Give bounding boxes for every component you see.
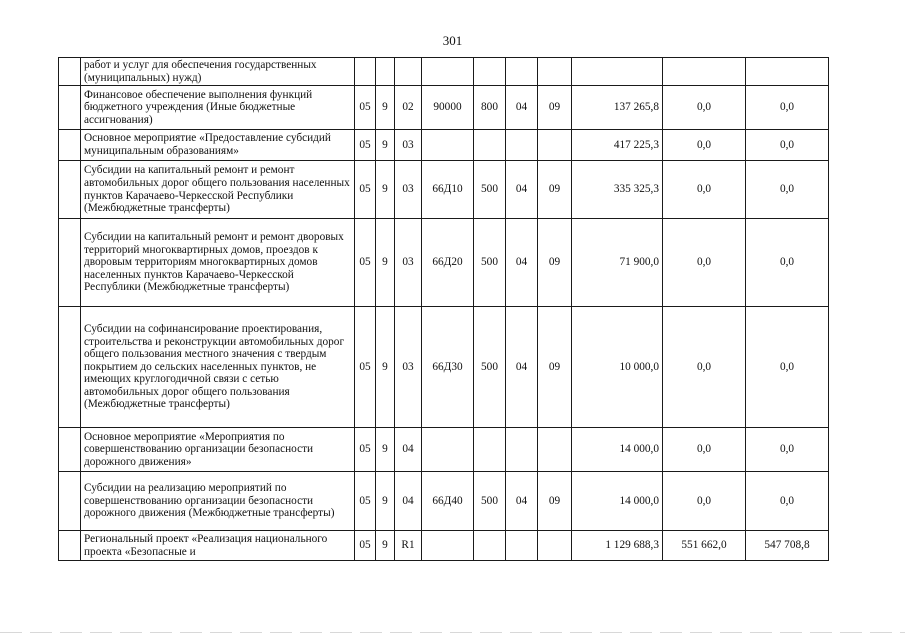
cell-code-2: 9 bbox=[376, 307, 395, 428]
cell-code-2: 9 bbox=[376, 86, 395, 130]
cell-code-7 bbox=[538, 531, 572, 561]
cell-code-3: 03 bbox=[395, 130, 422, 161]
cell-amount-2019: 417 225,3 bbox=[572, 130, 663, 161]
cell-code-5: 500 bbox=[474, 161, 506, 219]
cell-amount-2019: 1 129 688,3 bbox=[572, 531, 663, 561]
cell-code-6 bbox=[506, 58, 538, 86]
cell-code-6: 04 bbox=[506, 161, 538, 219]
table-body bbox=[59, 58, 829, 561]
row-margin-cell bbox=[59, 161, 81, 219]
cell-description: Основное мероприятие «Мероприятия по совершенствованию организации безопасности дорожного движения» bbox=[81, 428, 355, 472]
cell-amount-2021: 0,0 bbox=[746, 161, 829, 219]
cell-code-4 bbox=[422, 428, 474, 472]
cell-amount-2019: 71 900,0 bbox=[572, 219, 663, 307]
cell-code-5 bbox=[474, 58, 506, 86]
cell-code-6 bbox=[506, 428, 538, 472]
cell-code-4: 66Д30 bbox=[422, 307, 474, 428]
cell-code-3: 04 bbox=[395, 472, 422, 531]
cell-amount-2021: 0,0 bbox=[746, 219, 829, 307]
cell-amount-2021: 0,0 bbox=[746, 428, 829, 472]
cell-code-7: 09 bbox=[538, 219, 572, 307]
cell-description: Субсидии на капитальный ремонт и ремонт дворовых территорий многоквартирных домов, проездов к дворовым территориям многоквартирных домов населенных пунктов Карачаево-Черкесской Республики (Межбюджетные трансферты) bbox=[81, 219, 355, 307]
cell-code-2: 9 bbox=[376, 219, 395, 307]
cell-code-3: 03 bbox=[395, 219, 422, 307]
cell-code-5: 500 bbox=[474, 219, 506, 307]
cell-code-1: 05 bbox=[355, 130, 376, 161]
row-margin-cell bbox=[59, 428, 81, 472]
cell-code-7 bbox=[538, 58, 572, 86]
cell-code-5 bbox=[474, 428, 506, 472]
table-row bbox=[59, 86, 829, 130]
cell-code-4 bbox=[422, 531, 474, 561]
cell-description: работ и услуг для обеспечения государственных (муниципальных) нужд) bbox=[81, 58, 355, 86]
cell-code-3: 03 bbox=[395, 161, 422, 219]
cell-amount-2019: 14 000,0 bbox=[572, 472, 663, 531]
cell-code-7: 09 bbox=[538, 161, 572, 219]
cell-code-2: 9 bbox=[376, 531, 395, 561]
cell-code-3: 03 bbox=[395, 307, 422, 428]
cell-code-3: 04 bbox=[395, 428, 422, 472]
cell-code-1: 05 bbox=[355, 307, 376, 428]
row-margin-cell bbox=[59, 58, 81, 86]
budget-table bbox=[58, 57, 829, 561]
cell-code-2: 9 bbox=[376, 428, 395, 472]
cell-amount-2019: 335 325,3 bbox=[572, 161, 663, 219]
cell-code-7: 09 bbox=[538, 307, 572, 428]
cell-code-2: 9 bbox=[376, 130, 395, 161]
cell-description: Финансовое обеспечение выполнения функций бюджетного учреждения (Иные бюджетные ассигнования) bbox=[81, 86, 355, 130]
scan-artifact-line bbox=[0, 632, 905, 633]
row-margin-cell bbox=[59, 531, 81, 561]
cell-description: Субсидии на софинансирование проектирования, строительства и реконструкции автомобильных дорог общего пользования местного значения с твердым покрытием до сельских населенных пунктов, не имеющих круглогодичной связи с сетью автомобильных дорог общего пользования (Межбюджетные трансферты) bbox=[81, 307, 355, 428]
cell-amount-2021: 547 708,8 bbox=[746, 531, 829, 561]
table-row bbox=[59, 58, 829, 86]
row-margin-cell bbox=[59, 219, 81, 307]
cell-amount-2020: 551 662,0 bbox=[663, 531, 746, 561]
cell-code-7 bbox=[538, 428, 572, 472]
table-row bbox=[59, 219, 829, 307]
cell-amount-2020: 0,0 bbox=[663, 307, 746, 428]
cell-code-1: 05 bbox=[355, 86, 376, 130]
cell-amount-2019: 137 265,8 bbox=[572, 86, 663, 130]
cell-code-5 bbox=[474, 531, 506, 561]
table-row bbox=[59, 531, 829, 561]
cell-code-2 bbox=[376, 58, 395, 86]
table-row bbox=[59, 428, 829, 472]
cell-amount-2020: 0,0 bbox=[663, 219, 746, 307]
cell-code-4 bbox=[422, 130, 474, 161]
table-row bbox=[59, 161, 829, 219]
cell-code-2: 9 bbox=[376, 472, 395, 531]
cell-code-5: 800 bbox=[474, 86, 506, 130]
cell-description: Субсидии на реализацию мероприятий по совершенствованию организации безопасности дорожного движения (Межбюджетные трансферты) bbox=[81, 472, 355, 531]
cell-code-4 bbox=[422, 58, 474, 86]
cell-amount-2021 bbox=[746, 58, 829, 86]
cell-code-1: 05 bbox=[355, 531, 376, 561]
row-margin-cell bbox=[59, 307, 81, 428]
cell-code-5: 500 bbox=[474, 307, 506, 428]
cell-amount-2021: 0,0 bbox=[746, 472, 829, 531]
cell-code-1: 05 bbox=[355, 219, 376, 307]
row-margin-cell bbox=[59, 86, 81, 130]
cell-description: Региональный проект «Реализация национального проекта «Безопасные и bbox=[81, 531, 355, 561]
cell-amount-2021: 0,0 bbox=[746, 86, 829, 130]
cell-description: Субсидии на капитальный ремонт и ремонт автомобильных дорог общего пользования населенных пунктов Карачаево-Черкесской Республики (Межбюджетные трансферты) bbox=[81, 161, 355, 219]
cell-amount-2021: 0,0 bbox=[746, 130, 829, 161]
cell-amount-2020 bbox=[663, 58, 746, 86]
cell-code-6: 04 bbox=[506, 307, 538, 428]
cell-code-5 bbox=[474, 130, 506, 161]
cell-code-1 bbox=[355, 58, 376, 86]
cell-code-5: 500 bbox=[474, 472, 506, 531]
cell-code-7: 09 bbox=[538, 86, 572, 130]
cell-code-1: 05 bbox=[355, 472, 376, 531]
cell-code-7: 09 bbox=[538, 472, 572, 531]
cell-description: Основное мероприятие «Предоставление субсидий муниципальным образованиям» bbox=[81, 130, 355, 161]
cell-code-6: 04 bbox=[506, 472, 538, 531]
cell-code-6 bbox=[506, 130, 538, 161]
cell-amount-2020: 0,0 bbox=[663, 86, 746, 130]
cell-amount-2019: 10 000,0 bbox=[572, 307, 663, 428]
cell-code-7 bbox=[538, 130, 572, 161]
cell-amount-2020: 0,0 bbox=[663, 130, 746, 161]
cell-code-4: 66Д20 bbox=[422, 219, 474, 307]
table-row bbox=[59, 307, 829, 428]
cell-code-2: 9 bbox=[376, 161, 395, 219]
cell-code-6: 04 bbox=[506, 219, 538, 307]
row-margin-cell bbox=[59, 130, 81, 161]
cell-code-3: R1 bbox=[395, 531, 422, 561]
cell-code-6: 04 bbox=[506, 86, 538, 130]
cell-code-6 bbox=[506, 531, 538, 561]
cell-amount-2020: 0,0 bbox=[663, 472, 746, 531]
cell-code-1: 05 bbox=[355, 428, 376, 472]
cell-code-1: 05 bbox=[355, 161, 376, 219]
cell-code-3 bbox=[395, 58, 422, 86]
table-row bbox=[59, 472, 829, 531]
cell-amount-2020: 0,0 bbox=[663, 428, 746, 472]
table-row bbox=[59, 130, 829, 161]
page-number: 301 bbox=[442, 33, 463, 48]
row-margin-cell bbox=[59, 472, 81, 531]
cell-amount-2019: 14 000,0 bbox=[572, 428, 663, 472]
cell-code-4: 66Д40 bbox=[422, 472, 474, 531]
cell-amount-2020: 0,0 bbox=[663, 161, 746, 219]
cell-amount-2021: 0,0 bbox=[746, 307, 829, 428]
cell-amount-2019 bbox=[572, 58, 663, 86]
cell-code-3: 02 bbox=[395, 86, 422, 130]
cell-code-4: 90000 bbox=[422, 86, 474, 130]
cell-code-4: 66Д10 bbox=[422, 161, 474, 219]
